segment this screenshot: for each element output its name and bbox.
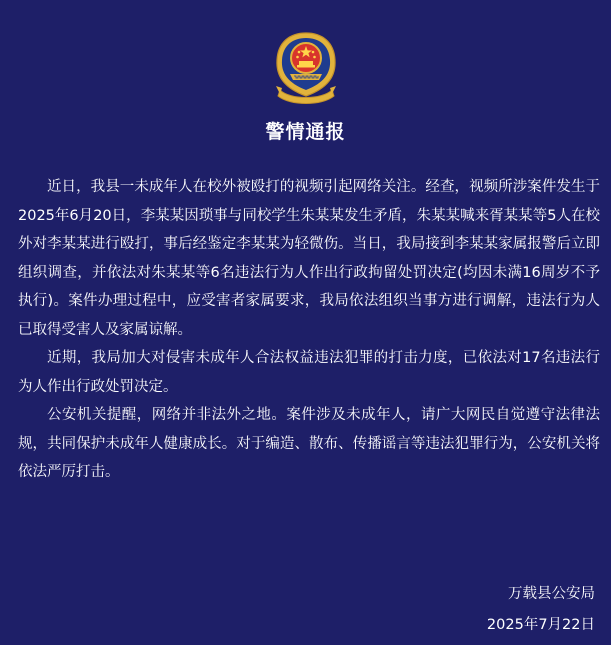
notice-paragraph-1: 近日，我县一未成年人在校外被殴打的视频引起网络关注。经查，视频所涉案件发生于2025年6月20日，李某某因琐事与同校学生朱某某发生矛盾，朱某某喊来胥某某等5人在校外对李某某进行殴打，事后经鉴定李某某为轻微伤。当日，我局接到李某某家属报警后立即组织调查，并依法对朱某某等6名违法行为人作出行政拘留处罚决定(均因未满16周岁不予执行)。案件办理过程中，应受害者家属要求，我局依法组织当事方进行调解，违法行为人已取得受害人及家属谅解。 — [18, 179, 600, 338]
notice-signature — [487, 579, 595, 641]
issue-date: 2025年7月22日 — [486, 617, 595, 633]
notice-paragraph-3: 公安机关提醒，网络并非法外之地。案件涉及未成年人，请广大网民自觉遵守法律法规，共同保护未成年人健康成长。对于编造、散布、传播谣言等违法犯罪行为，公安机关将依法严厉打击。 — [18, 407, 600, 480]
police-emblem-icon — [268, 30, 344, 108]
notice-title: 警情通报 — [265, 121, 346, 143]
notice-paragraph-2: 近期，我局加大对侵害未成年人合法权益违法犯罪的打击力度，已依法对17名违法行为人作出行政处罚决定。 — [18, 350, 600, 395]
issuer-name: 万载县公安局 — [508, 586, 595, 602]
notice-body — [18, 173, 600, 487]
